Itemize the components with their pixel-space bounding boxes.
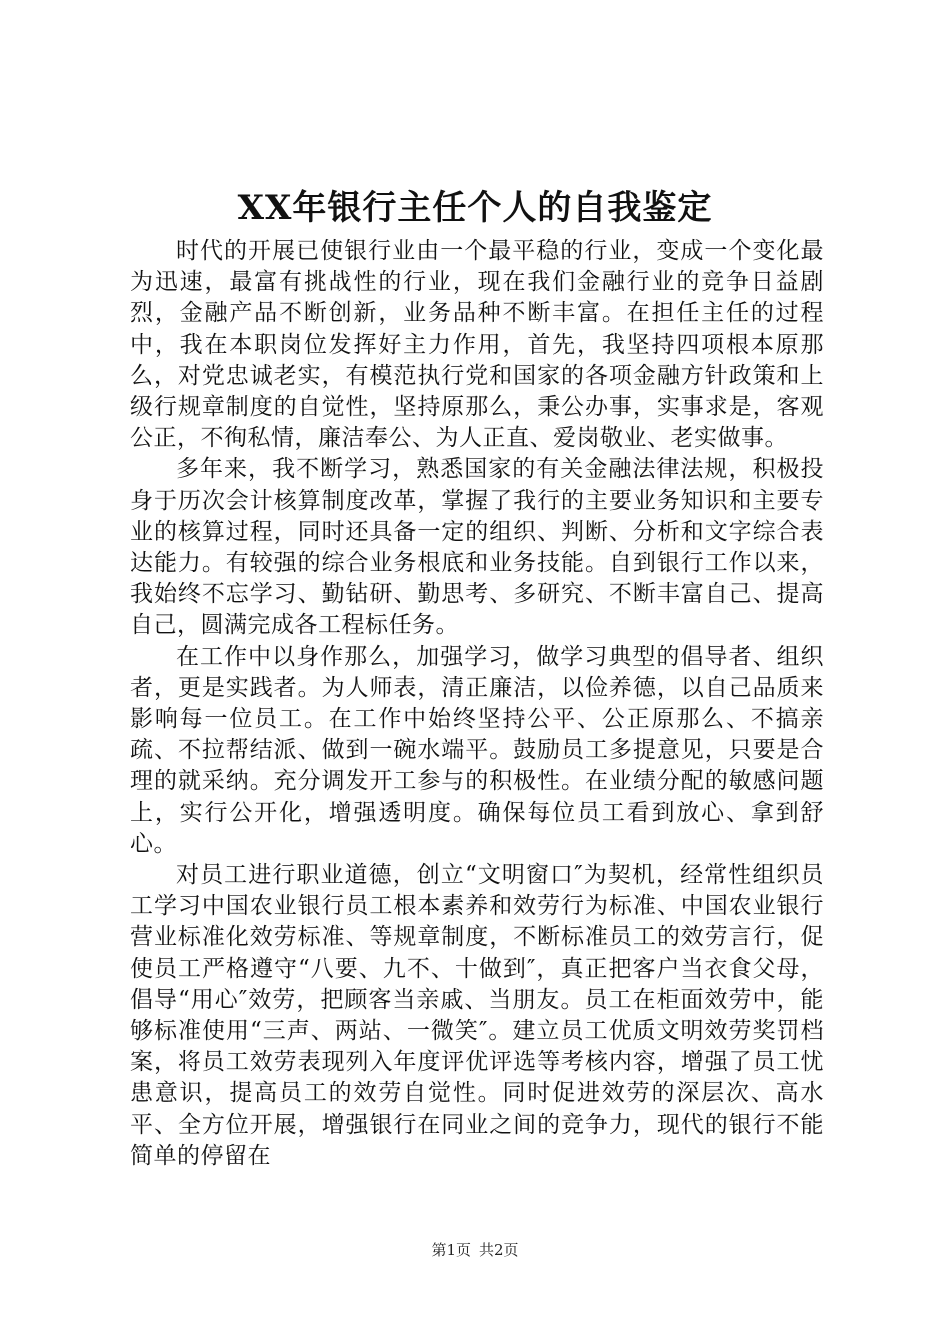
- page-number: 第1页: [431, 1241, 471, 1259]
- document-title: XX年银行主任个人的自我鉴定: [237, 188, 713, 228]
- page-total: 共2页: [479, 1241, 519, 1259]
- body-paragraph: 对员工进行职业道德，创立“文明窗口″为契机，经常性组织员工学习中国农业银行员工根本素养和效劳行为标准、中国农业银行营业标准化效劳标准、等规章制度，不断标准员工的效劳言行，促使员工严格遵守“八要、九不、十做到″，真正把客户当衣食父母，倡导“用心″效劳，把顾客当亲戚、当朋友。员工在柜面效劳中，能够标准使用“三声、两站、一微笑″。建立员工优质文明效劳奖罚档案，将员工效劳表现列入年度评优评选等考核内容，增强了员工忧患意识，提高员工的效劳自觉性。同时促进效劳的深层次、高水平、全方位开展，增强银行在同业之间的竞争力，现代的银行不能简单的停留在: [130, 862, 824, 1169]
- body-paragraph: 在工作中以身作那么，加强学习，做学习典型的倡导者、组织者，更是实践者。为人师表，清正廉洁，以俭养德，以自己品质来影响每一位员工。在工作中始终坚持公平、公正原那么、不搞亲疏、不拉帮结派、做到一碗水端平。鼓励员工多提意见，只要是合理的就采纳。充分调发开工参与的积极性。在业绩分配的敏感问题上，实行公开化，增强透明度。确保每位员工看到放心、拿到舒心。: [130, 643, 824, 857]
- document-body: [130, 236, 824, 1172]
- body-paragraph: 多年来，我不断学习，熟悉国家的有关金融法律法规，积极投身于历次会计核算制度改革，掌握了我行的主要业务知识和主要专业的核算过程，同时还具备一定的组织、判断、分析和文字综合表达能力。有较强的综合业务根底和业务技能。自到银行工作以来，我始终不忘学习、勤钻研、勤思考、多研究、不断丰富自己、提高自己，圆满完成各工程标任务。: [130, 456, 824, 639]
- page-footer: [0, 1240, 950, 1260]
- body-paragraph: 时代的开展已使银行业由一个最平稳的行业，变成一个变化最为迅速，最富有挑战性的行业，现在我们金融行业的竞争日益剧烈，金融产品不断创新，业务品种不断丰富。在担任主任的过程中，我在本职岗位发挥好主力作用，首先，我坚持四项根本原那么，对党忠诚老实，有模范执行党和国家的各项金融方针政策和上级行规章制度的自觉性，坚持原那么，秉公办事，实事求是，客观公正，不徇私情，廉洁奉公、为人正直、爱岗敬业、老实做事。: [130, 238, 824, 452]
